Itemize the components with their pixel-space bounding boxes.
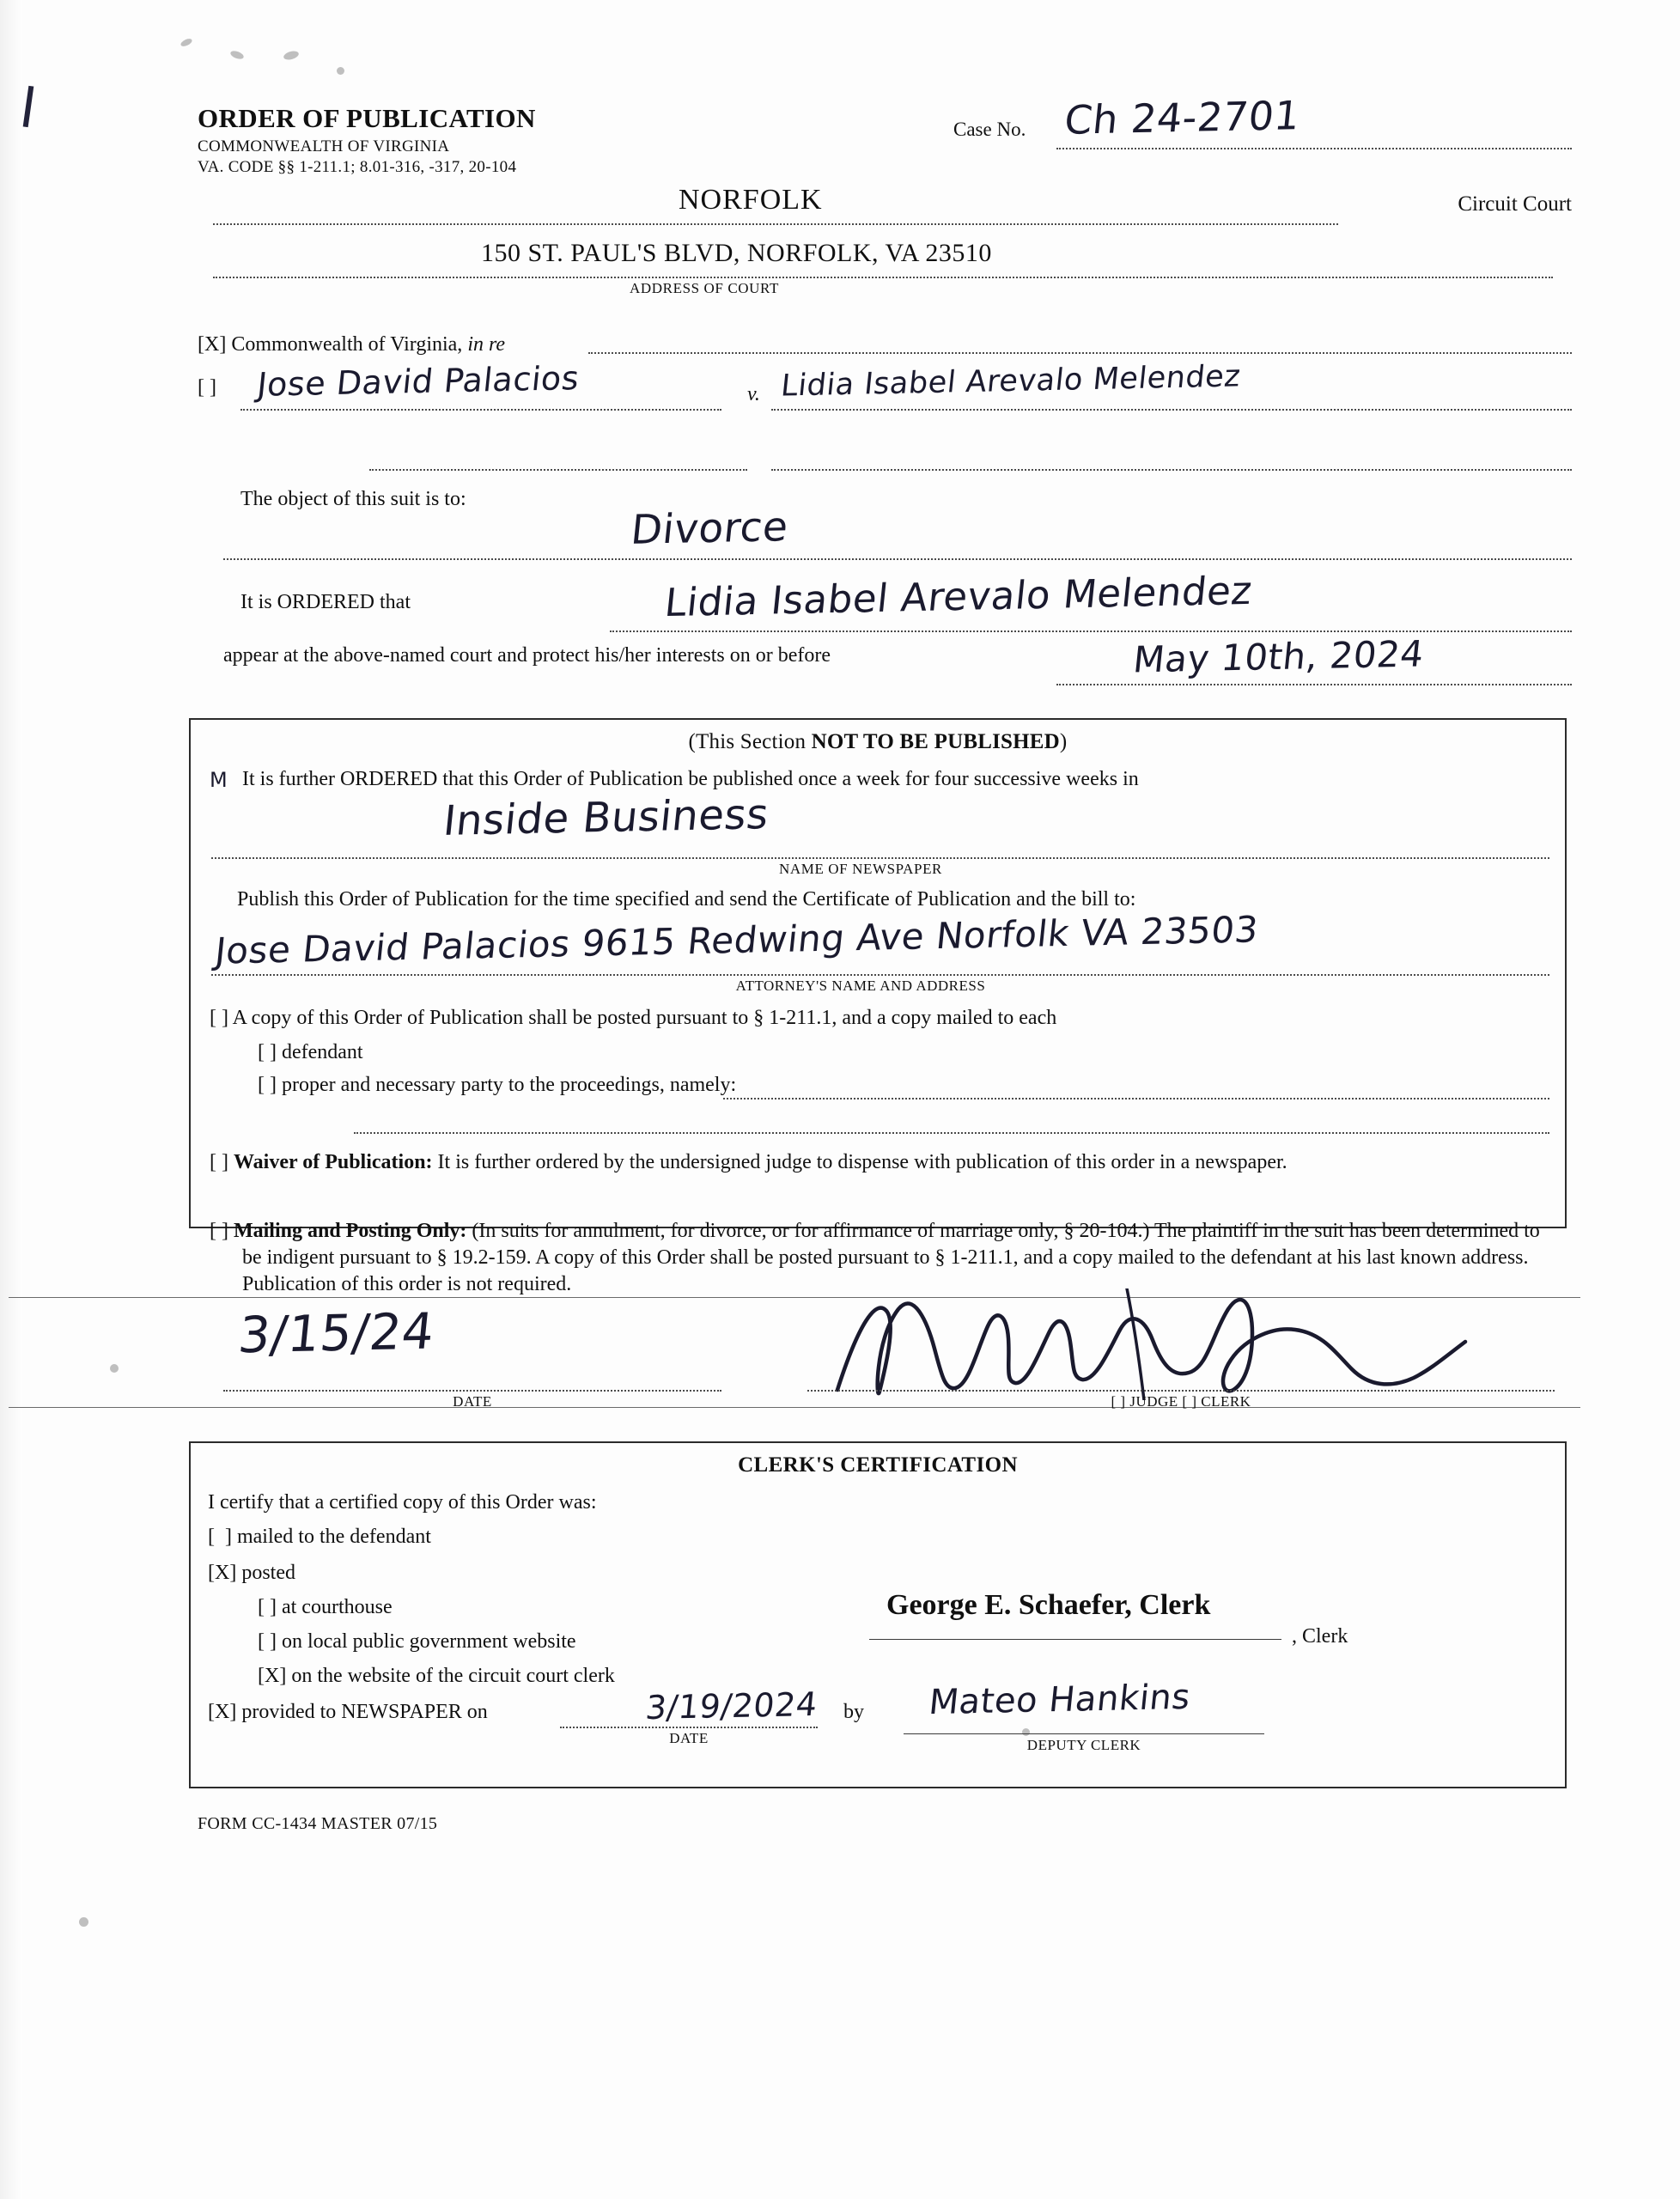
object-of-suit-label: The object of this suit is to:	[240, 488, 466, 510]
waiver-of-publication-option[interactable]	[210, 1149, 1551, 1176]
scan-speck	[337, 67, 344, 75]
cert-option-posted[interactable]	[208, 1562, 295, 1585]
it-is-ordered-label: It is ORDERED that	[240, 591, 411, 613]
plaintiff-rule-2	[369, 469, 747, 471]
case-number-label: Case No.	[953, 119, 1026, 140]
plaintiff-name-value: Jose David Palacios	[255, 359, 581, 404]
case-number-value: Ch 24-2701	[1062, 92, 1303, 143]
scan-speck	[110, 1364, 119, 1373]
cert-gov-website-checkbox[interactable]: [ ]	[258, 1630, 277, 1653]
further-ordered-text: It is further ORDERED that this Order of Publication be published once a week for four successive weeks in	[242, 768, 1139, 790]
court-address-value: 150 ST. PAUL'S BLVD, NORFOLK, VA 23510	[481, 239, 992, 267]
scan-edge-shadow	[0, 0, 22, 2199]
code-citations: VA. CODE §§ 1-211.1; 8.01-316, -317, 20-104	[198, 158, 517, 176]
cert-clerk-website-label: on the website of the circuit court clerk	[291, 1665, 615, 1687]
not-to-be-published-section	[189, 718, 1567, 1296]
deputy-clerk-signature: Mateo Hankins	[927, 1677, 1193, 1723]
newspaper-rule	[211, 857, 1549, 859]
proper-party-option[interactable]	[258, 1074, 736, 1097]
scan-speck	[180, 37, 193, 47]
deputy-clerk-caption: DEPUTY CLERK	[1026, 1737, 1141, 1753]
defendant-option-label: defendant	[281, 1041, 363, 1063]
document-body	[198, 92, 1572, 1833]
order-date-caption: DATE	[453, 1393, 492, 1410]
cert-courthouse-label: at courthouse	[281, 1596, 393, 1618]
cert-newspaper-checkbox[interactable]: [X]	[208, 1701, 237, 1723]
section-title-part1: (This Section	[688, 730, 812, 753]
court-address-caption: ADDRESS OF COURT	[630, 280, 779, 296]
cert-by-label: by	[843, 1701, 864, 1723]
order-date-value: 3/15/24	[235, 1301, 437, 1365]
cert-newspaper-date-rule	[560, 1727, 818, 1728]
cert-posted-checkbox[interactable]: [X]	[208, 1562, 237, 1584]
mailing-title: Mailing and Posting Only:	[233, 1220, 467, 1242]
scan-speck	[283, 50, 300, 61]
defendant-rule-2	[771, 469, 1572, 471]
defendant-rule	[771, 409, 1572, 411]
it-is-ordered-value: Lidia Isabel Arevalo Melendez	[662, 567, 1255, 626]
clerks-certification-section	[189, 1441, 1567, 1788]
court-name-value: NORFOLK	[679, 184, 823, 216]
object-of-suit-rule	[223, 558, 1572, 560]
clerk-printed-name: George E. Schaefer, Clerk	[886, 1589, 1211, 1621]
stray-pen-mark	[23, 86, 34, 127]
mailing-text: (In suits for annulment, for divorce, or for affirmance of marriage only, § 20-104.) The plaintiff in the suit has been determined to be indigent pursuant to § 19.2-159. A copy of this Order shall be posted pursuant to § 1-211.1, and a copy mailed to the defendant at his last known address. Publication of this order is not required.	[242, 1220, 1540, 1296]
copy-posted-option[interactable]	[210, 1007, 1551, 1030]
plaintiff-checkbox[interactable]: [ ]	[198, 376, 216, 399]
cert-option-newspaper[interactable]	[208, 1701, 488, 1724]
defendant-option[interactable]	[258, 1041, 363, 1064]
copy-posted-text: A copy of this Order of Publication shall be posted pursuant to § 1-211.1, and a copy mailed to each	[232, 1007, 1057, 1029]
proper-party-rule-2	[354, 1132, 1549, 1134]
it-is-ordered-rule	[610, 630, 1572, 632]
commonwealth-label: Commonwealth of Virginia,	[231, 333, 463, 356]
judge-clerk-caption: [ ] JUDGE [ ] CLERK	[1111, 1393, 1251, 1410]
proper-party-label: proper and necessary party to the proceedings, namely:	[281, 1074, 737, 1096]
order-date-rule	[223, 1390, 721, 1392]
commonwealth-in-re-row	[198, 333, 1572, 356]
attorney-name-address-value: Jose David Palacios 9615 Redwing Ave Norfolk VA 23503	[213, 908, 1261, 972]
cert-courthouse-checkbox[interactable]: [ ]	[258, 1596, 277, 1618]
plaintiff-rule	[240, 409, 721, 411]
court-name-rule	[213, 223, 1338, 225]
judge-clerk-rule	[807, 1390, 1555, 1392]
proper-party-checkbox[interactable]: [ ]	[258, 1074, 277, 1096]
deputy-clerk-rule	[904, 1733, 1264, 1734]
clerk-suffix-label: , Clerk	[1292, 1625, 1348, 1648]
scan-speck	[79, 1917, 88, 1927]
cert-option-gov-website[interactable]	[258, 1630, 576, 1654]
scan-speck	[229, 50, 245, 61]
cert-posted-label: posted	[241, 1562, 295, 1584]
in-re-rule	[588, 352, 1572, 354]
cert-newspaper-date-caption: DATE	[669, 1730, 709, 1746]
form-number: FORM CC-1434 MASTER 07/15	[198, 1814, 438, 1833]
defendant-name-value: Lidia Isabel Arevalo Melendez	[779, 359, 1243, 404]
parties-row	[198, 359, 1572, 405]
clerks-certification-title: CLERK'S CERTIFICATION	[738, 1453, 1018, 1477]
cert-option-mailed[interactable]	[208, 1526, 431, 1549]
attorney-rule	[211, 974, 1549, 976]
clerk-signature	[825, 1288, 1477, 1400]
newspaper-name-value: Inside Business	[441, 790, 771, 845]
newspaper-caption: NAME OF NEWSPAPER	[779, 861, 942, 877]
commonwealth-checkbox[interactable]: [X]	[198, 333, 227, 356]
not-to-be-published-title	[191, 730, 1565, 754]
cert-mailed-label: mailed to the defendant	[236, 1526, 431, 1548]
circuit-court-label: Circuit Court	[1458, 192, 1572, 216]
copy-posted-checkbox[interactable]: [ ]	[210, 1007, 228, 1029]
section-title-part3: )	[1059, 730, 1068, 753]
cert-newspaper-label: provided to NEWSPAPER on	[241, 1701, 488, 1723]
certification-intro: I certify that a certified copy of this Order was:	[208, 1491, 597, 1514]
mailing-checkbox[interactable]: [ ]	[210, 1220, 228, 1242]
attorney-caption: ATTORNEY'S NAME AND ADDRESS	[735, 978, 986, 994]
publish-instructions: Publish this Order of Publication for the time specified and send the Certificate of Publication and the bill to:	[237, 888, 1136, 911]
court-address-rule	[213, 277, 1553, 278]
appear-before-date: May 10th, 2024	[1131, 632, 1427, 681]
appear-before-label: appear at the above-named court and protect his/her interests on or before	[223, 644, 831, 667]
section-title-part2: NOT TO BE PUBLISHED	[811, 730, 1060, 753]
cert-newspaper-date-value: 3/19/2024	[643, 1684, 819, 1727]
cert-option-courthouse[interactable]	[258, 1596, 393, 1619]
cert-clerk-website-checkbox[interactable]: [X]	[258, 1665, 287, 1687]
versus-label: v.	[747, 383, 760, 405]
further-ordered-checkbox[interactable]: M	[210, 768, 228, 792]
case-number-field[interactable]	[953, 92, 1572, 143]
mailing-posting-only-option[interactable]	[210, 1218, 1551, 1299]
appear-before-rule	[1056, 684, 1572, 685]
waiver-text: It is further ordered by the undersigned judge to dispense with publication of this order in a newspaper.	[437, 1151, 1287, 1173]
case-number-rule	[1056, 148, 1572, 149]
cert-option-clerk-website[interactable]	[258, 1665, 615, 1688]
defendant-option-checkbox[interactable]: [ ]	[258, 1041, 277, 1063]
cert-mailed-checkbox[interactable]: [ ]	[208, 1526, 232, 1548]
clerk-name-rule	[869, 1639, 1281, 1640]
cert-gov-website-label: on local public government website	[281, 1630, 576, 1653]
waiver-checkbox[interactable]: [ ]	[210, 1151, 228, 1173]
page-title: ORDER OF PUBLICATION	[198, 103, 536, 133]
commonwealth-line: COMMONWEALTH OF VIRGINIA	[198, 137, 450, 155]
waiver-title: Waiver of Publication:	[233, 1151, 433, 1173]
proper-party-rule-1	[723, 1098, 1549, 1100]
object-of-suit-value: Divorce	[628, 503, 791, 554]
in-re-label: in re	[467, 333, 506, 356]
